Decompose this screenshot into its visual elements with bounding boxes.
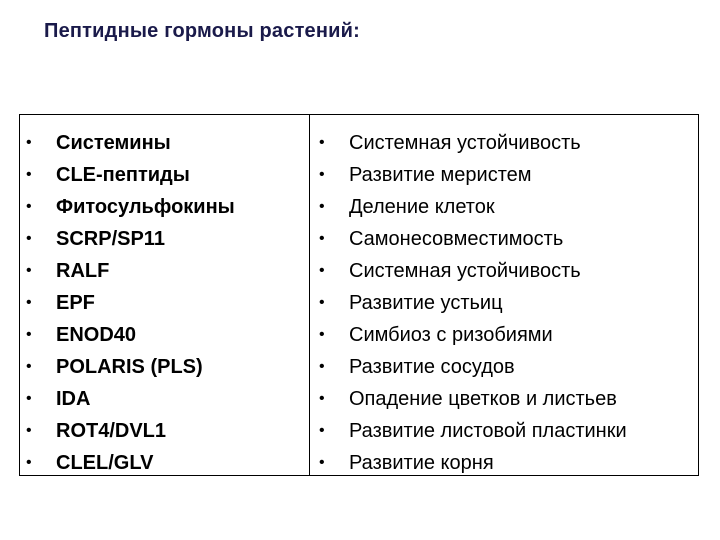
bullet-icon: • (319, 422, 325, 439)
bullet-icon: • (319, 326, 325, 343)
function-item (319, 191, 627, 223)
function-item (319, 287, 627, 319)
bullet-icon: • (319, 358, 325, 375)
function-item-label: Симбиоз с ризобиями (349, 324, 553, 346)
hormone-item (26, 159, 235, 191)
hormone-item (26, 447, 235, 479)
hormone-item-label: Фитосульфокины (56, 196, 235, 218)
page-title: Пептидные гормоны растений: (44, 20, 361, 42)
function-item-label: Системная устойчивость (349, 132, 581, 154)
hormone-item-label: RALF (56, 260, 110, 282)
hormone-function-list (319, 127, 627, 479)
bullet-icon: • (26, 262, 32, 279)
hormone-item-label: Системины (56, 132, 171, 154)
hormone-item (26, 319, 235, 351)
hormone-item (26, 191, 235, 223)
bullet-icon: • (26, 326, 32, 343)
hormone-item-label: POLARIS (PLS) (56, 356, 203, 378)
hormone-item (26, 255, 235, 287)
bullet-icon: • (26, 134, 32, 151)
function-item (319, 127, 627, 159)
hormone-item-label: CLEL/GLV (56, 452, 154, 474)
function-item-label: Развитие меристем (349, 164, 532, 186)
hormone-item (26, 223, 235, 255)
hormone-item-label: CLE-пептиды (56, 164, 190, 186)
hormone-item (26, 287, 235, 319)
bullet-icon: • (319, 294, 325, 311)
function-item (319, 255, 627, 287)
bullet-icon: • (319, 134, 325, 151)
function-item (319, 383, 627, 415)
bullet-icon: • (26, 358, 32, 375)
bullet-icon: • (26, 454, 32, 471)
bullet-icon: • (319, 390, 325, 407)
bullet-icon: • (26, 294, 32, 311)
hormone-item-label: EPF (56, 292, 95, 314)
bullet-icon: • (319, 230, 325, 247)
function-item-label: Деление клеток (349, 196, 495, 218)
hormone-item-label: ENOD40 (56, 324, 137, 346)
function-item-label: Опадение цветков и листьев (349, 388, 617, 410)
function-item (319, 351, 627, 383)
bullet-icon: • (26, 166, 32, 183)
bullet-icon: • (26, 390, 32, 407)
function-item (319, 415, 627, 447)
function-item-label: Развитие сосудов (349, 356, 515, 378)
hormone-item (26, 127, 235, 159)
hormone-item (26, 383, 235, 415)
bullet-icon: • (319, 198, 325, 215)
hormone-table (19, 114, 699, 476)
bullet-icon: • (26, 230, 32, 247)
function-item-label: Развитие корня (349, 452, 494, 474)
function-item-label: Самонесовместимость (349, 228, 564, 250)
hormone-item-label: ROT4/DVL1 (56, 420, 167, 442)
bullet-icon: • (26, 198, 32, 215)
function-item (319, 447, 627, 479)
function-item-label: Развитие устьиц (349, 292, 503, 314)
hormone-name-list (26, 127, 235, 479)
hormone-item (26, 415, 235, 447)
function-item (319, 319, 627, 351)
bullet-icon: • (319, 262, 325, 279)
function-item (319, 223, 627, 255)
hormone-item (26, 351, 235, 383)
bullet-icon: • (26, 422, 32, 439)
function-item-label: Системная устойчивость (349, 260, 581, 282)
hormone-item-label: SCRP/SP11 (56, 228, 165, 250)
function-item (319, 159, 627, 191)
bullet-icon: • (319, 166, 325, 183)
bullet-icon: • (319, 454, 325, 471)
function-item-label: Развитие листовой пластинки (349, 420, 627, 442)
hormone-item-label: IDA (56, 388, 91, 410)
column-divider (309, 115, 310, 475)
